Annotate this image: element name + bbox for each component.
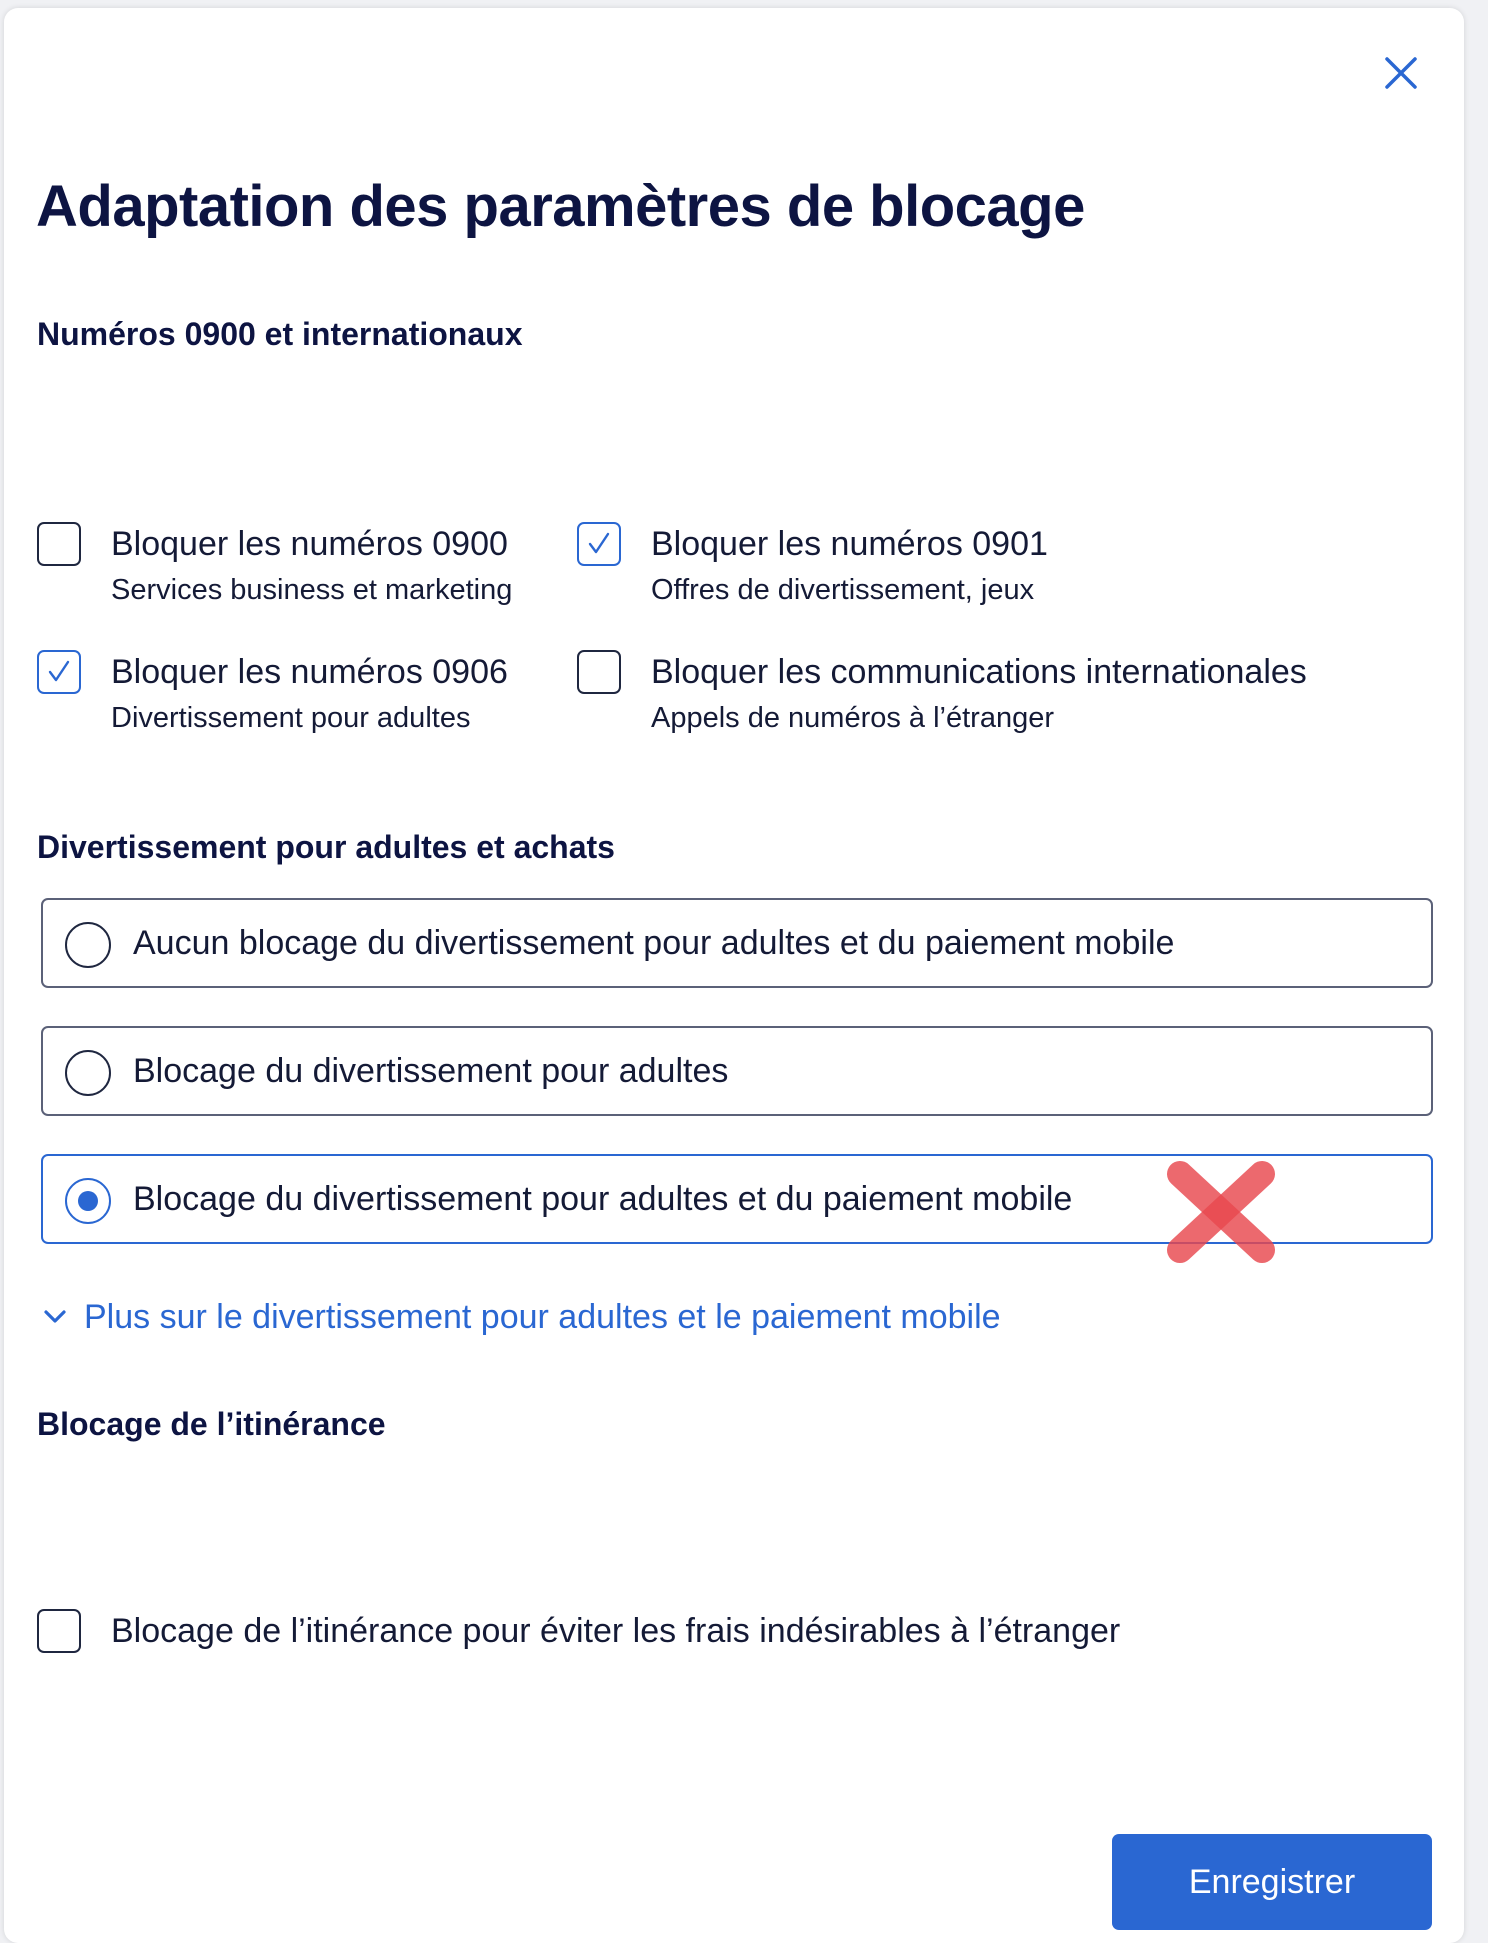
checkmark-icon: [585, 530, 613, 558]
radio-option-adult-mobile-block[interactable]: [41, 1154, 1433, 1244]
checkbox-label: Bloquer les numéros 0901: [651, 525, 1048, 563]
checkbox-0901[interactable]: [577, 522, 621, 566]
checkbox-sublabel: Divertissement pour adultes: [111, 702, 471, 734]
section-title-adult: Divertissement pour adultes et achats: [37, 829, 615, 865]
checkbox-sublabel: Appels de numéros à l’étranger: [651, 702, 1055, 734]
checkbox-sublabel: Offres de divertissement, jeux: [651, 574, 1035, 606]
radio-label: Aucun blocage du divertissement pour adultes et du paiement mobile: [133, 924, 1175, 962]
radio-button[interactable]: [65, 1050, 111, 1096]
checkbox-label: Bloquer les numéros 0900: [111, 525, 508, 563]
radio-button-selected[interactable]: [65, 1178, 111, 1224]
radio-dot: [78, 1191, 98, 1211]
section-title-numbers: Numéros 0900 et internationaux: [37, 316, 523, 352]
checkbox-roaming[interactable]: [37, 1609, 81, 1653]
checkbox-sublabel: Services business et marketing: [111, 574, 513, 606]
section-title-roaming: Blocage de l’itinérance: [37, 1406, 386, 1442]
more-info-link[interactable]: [42, 1294, 1001, 1340]
checkbox-label: Bloquer les communications internationales: [651, 653, 1307, 691]
checkbox-0906[interactable]: [37, 650, 81, 694]
checkbox-0900[interactable]: [37, 522, 81, 566]
more-info-link-text: Plus sur le divertissement pour adultes et le paiement mobile: [84, 1298, 1001, 1336]
radio-label: Blocage du divertissement pour adultes: [133, 1052, 729, 1090]
radio-button[interactable]: [65, 922, 111, 968]
radio-label: Blocage du divertissement pour adultes et du paiement mobile: [133, 1180, 1073, 1218]
close-button[interactable]: [1384, 56, 1418, 90]
dialog: [4, 8, 1464, 1943]
chevron-down-icon: [42, 1304, 68, 1330]
page-title: Adaptation des paramètres de blocage: [36, 174, 1085, 239]
radio-option-adult-block[interactable]: [41, 1026, 1433, 1116]
close-icon: [1384, 56, 1418, 90]
checkmark-icon: [45, 658, 73, 686]
checkbox-international[interactable]: [577, 650, 621, 694]
checkbox-label: Bloquer les numéros 0906: [111, 653, 508, 691]
save-button[interactable]: Enregistrer: [1112, 1834, 1432, 1930]
radio-option-no-block[interactable]: [41, 898, 1433, 988]
checkbox-label: Blocage de l’itinérance pour éviter les frais indésirables à l’étranger: [111, 1612, 1121, 1650]
